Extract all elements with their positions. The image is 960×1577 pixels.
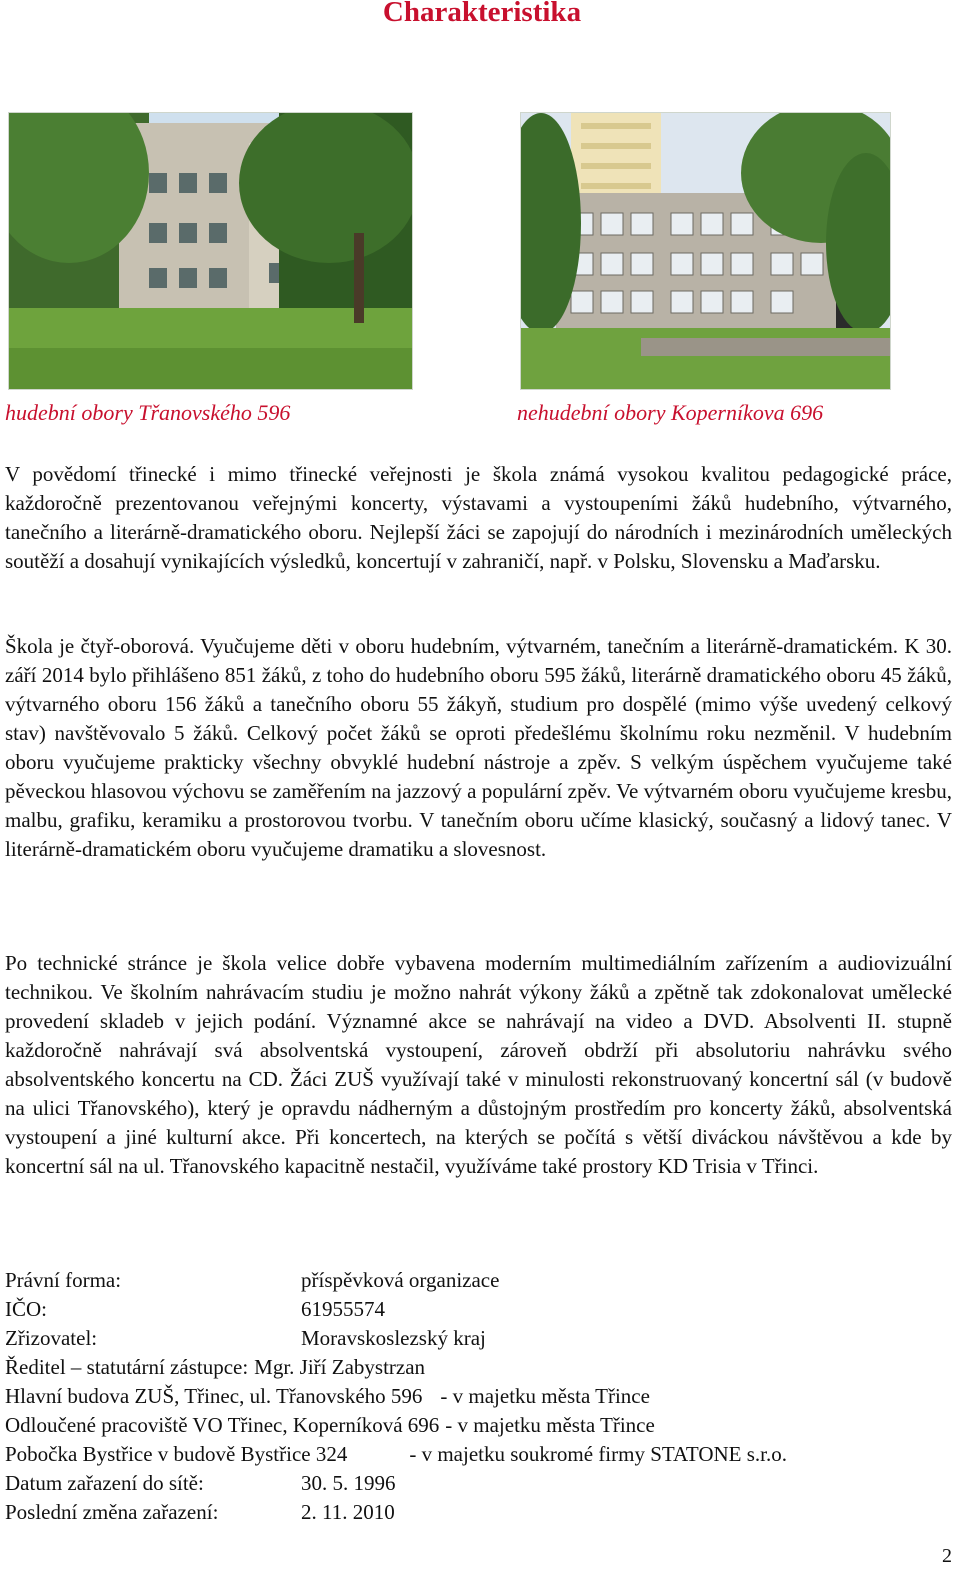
info-value: Pobočka Bystřice v budově Bystřice 324 bbox=[5, 1442, 348, 1466]
school-building-photo-right bbox=[520, 112, 891, 390]
info-value: 30. 5. 1996 bbox=[301, 1471, 396, 1495]
info-label: Datum zařazení do sítě: bbox=[5, 1471, 204, 1495]
paragraph-reputation: V povědomí třinecké i mimo třinecké veřejnosti je škola známá vysokou kvalitou pedagogické práce, každoročně prezentovanou veřejnými koncerty, výstavami a vystoupeními žáků hudebního, výtvarného, tanečního a literárně-dramatického oboru. Nejlepší žáci se zapojují do národních i mezinárodních uměleckých soutěží a dosahují vynikajících výsledků, koncertují v zahraničí, např. v Polsku, Slovensku a Maďarsku. bbox=[5, 462, 952, 573]
building-illustration-right bbox=[521, 113, 890, 389]
info-value: Moravskoslezský kraj bbox=[301, 1326, 486, 1350]
info-row-branch-vo bbox=[5, 1411, 955, 1440]
info-label: Zřizovatel: bbox=[5, 1326, 98, 1350]
info-value: Hlavní budova ZUŠ, Třinec, ul. Třanovského 596 bbox=[5, 1384, 423, 1408]
paragraph-departments: Škola je čtyř-oborová. Vyučujeme děti v oboru hudebním, výtvarném, tanečním a literárně-dramatickém. K 30. září 2014 bylo přihlášeno 851 žáků, z toho do hudebního oboru 595 žáků, literárně dramatického oboru 45 žáků, výtvarného oboru 156 žáků a tanečního oboru 55 žákyň, studium pro dospělé (mimo výše uvedený celkový stav) navštěvovalo 5 žáků. Celkový počet žáků se oproti předešlému školnímu roku nezměnil. V hudebním oboru vyučujeme prakticky všechny obvyklé hudební nástroje a zpěv. S velkým úspěchem vyučujeme také pěveckou hlasovou výchovu se zaměřením na jazzový a populární zpěv. Ve výtvarném oboru vyučujeme kresbu, malbu, grafiku, keramiku a prostorovou tvorbu. V tanečním oboru učíme klasický, současný a lidový tanec. V literárně-dramatickém oboru vyučujeme dramatiku a slovesnost. bbox=[5, 634, 952, 861]
info-row-director bbox=[5, 1353, 955, 1382]
info-owner: - v majetku města Třince bbox=[440, 1384, 650, 1408]
paragraph-equipment: Po technické stránce je škola velice dobře vybavena moderním multimediálním zařízením a audiovizuální technikou. Ve školním nahrávacím studiu je možno nahrát výkony žáků a zpětně tak zdokonalovat umělecké provedení skladeb v jejich podání. Významné akce se nahrávají na video a DVD. Absolventi II. stupně každoročně nahrávají svá absolventská vystoupení, zároveň obdrží při absolutoriu nahrávku svého absolventského koncertu na CD. Žáci ZUŠ využívají také v minulosti rekonstruovaný koncertní sál (v budově na ulici Třanovského), který je opravdu nádherným a důstojným prostředím pro koncerty žáků, absolventská vystoupení a jiné kulturní akce. Při koncertech, na kterých se počítá s větší diváckou návštěvou a kde by koncertní sál na ul. Třanovského kapacitně nestačil, využíváme také prostory KD Trisia v Třinci. bbox=[5, 951, 952, 1178]
info-value: příspěvková organizace bbox=[301, 1268, 500, 1292]
info-value: 2. 11. 2010 bbox=[301, 1500, 395, 1524]
school-info-list bbox=[5, 1266, 955, 1527]
info-row-last-change bbox=[5, 1498, 955, 1527]
info-label: Ředitel – statutární zástupce: bbox=[5, 1355, 249, 1379]
info-row-network-date bbox=[5, 1469, 955, 1498]
info-owner: - v majetku soukromé firmy STATONE s.r.o. bbox=[409, 1442, 788, 1466]
info-value: 61955574 bbox=[301, 1297, 385, 1321]
page-number: 2 bbox=[942, 1545, 952, 1567]
building-illustration-left bbox=[9, 113, 412, 389]
info-label: Právní forma: bbox=[5, 1268, 122, 1292]
info-label: Poslední změna zařazení: bbox=[5, 1500, 219, 1524]
info-owner: - v majetku města Třince bbox=[445, 1413, 655, 1437]
info-row-ico bbox=[5, 1295, 955, 1324]
school-building-photo-left bbox=[8, 112, 413, 390]
info-value: Odloučené pracoviště VO Třinec, Koperníková 696 bbox=[5, 1413, 440, 1437]
info-row-branch-bystrice bbox=[5, 1440, 955, 1469]
info-label: IČO: bbox=[5, 1297, 47, 1321]
info-row-legal-form bbox=[5, 1266, 955, 1295]
page-title: Charakteristika bbox=[382, 0, 582, 28]
photo-caption-left: hudební obory Třanovského 596 bbox=[5, 400, 291, 425]
photo-caption-right: nehudební obory Koperníkova 696 bbox=[517, 400, 824, 425]
info-row-founder bbox=[5, 1324, 955, 1353]
info-value: Mgr. Jiří Zabystrzan bbox=[254, 1355, 426, 1379]
info-row-main-building bbox=[5, 1382, 955, 1411]
